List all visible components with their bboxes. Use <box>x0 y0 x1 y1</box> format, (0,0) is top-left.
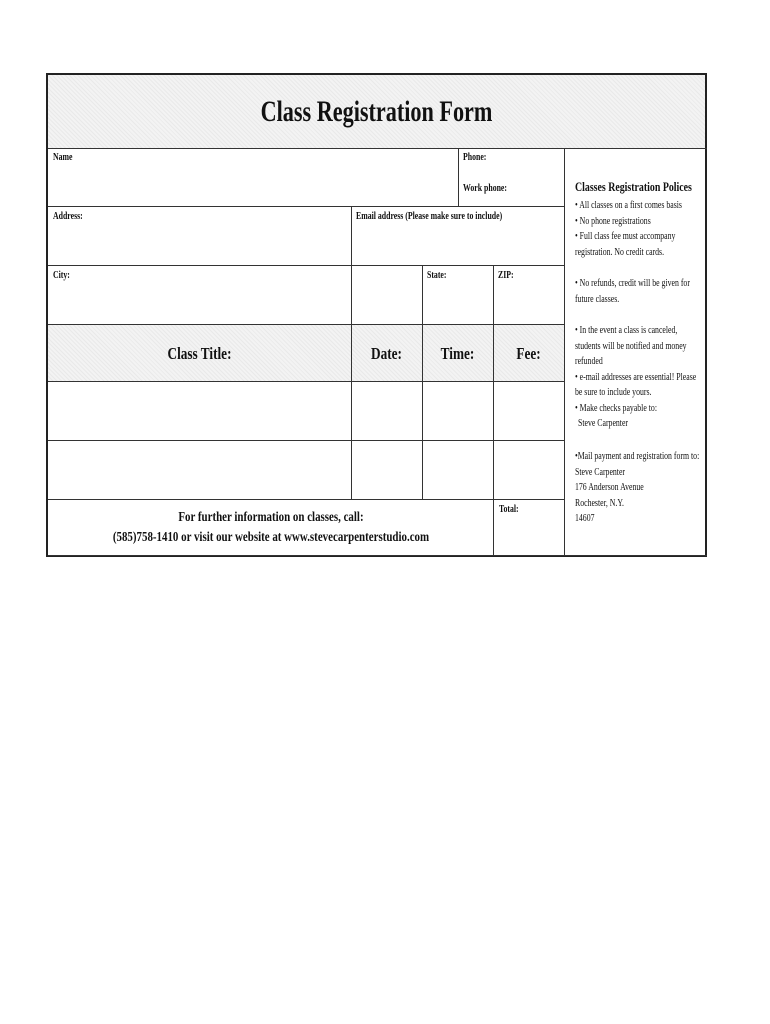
city-label: City: <box>53 270 70 281</box>
work-phone-label: Work phone: <box>463 183 507 194</box>
footer-line-2: (585)758-1410 or visit our website at www.stevecarpenterstudio.com <box>112 530 430 545</box>
divider <box>48 206 564 207</box>
divider <box>48 324 564 325</box>
address-label: Address: <box>53 211 83 222</box>
time-header: Time: <box>440 344 475 363</box>
policy-line: future classes. <box>575 293 620 305</box>
divider <box>48 148 707 149</box>
zip-label: ZIP: <box>498 270 514 281</box>
phone-label: Phone: <box>463 152 487 163</box>
class-title-header: Class Title: <box>167 344 232 363</box>
divider <box>351 206 352 499</box>
divider <box>422 265 423 499</box>
divider <box>493 265 494 556</box>
email-label: Email address (Please make sure to include) <box>356 211 503 222</box>
policy-line: • All classes on a first comes basis <box>575 200 682 211</box>
policy-line: students will be notified and money <box>575 340 687 352</box>
form-title: Class Registration Form <box>260 95 493 128</box>
policy-line: registration. No credit cards. <box>575 246 665 258</box>
policy-line: be sure to include yours. <box>575 387 652 398</box>
policy-line: Rochester, N.Y. <box>575 497 624 509</box>
policy-line: • No phone registrations <box>575 215 651 227</box>
divider <box>48 555 707 556</box>
divider <box>48 440 564 441</box>
policy-line: • Make checks payable to: <box>575 402 658 414</box>
name-label: Name <box>53 152 73 163</box>
divider <box>48 381 564 382</box>
policy-line: • In the event a class is canceled, <box>575 325 678 336</box>
divider <box>48 499 564 500</box>
policy-line: 176 Anderson Avenue <box>575 482 644 493</box>
divider <box>564 148 565 556</box>
footer-line-1: For further information on classes, call: <box>178 510 364 525</box>
policy-line: 14607 <box>575 513 595 524</box>
registration-form <box>46 73 707 557</box>
date-header: Date: <box>371 344 402 363</box>
policy-line: Steve Carpenter <box>578 418 629 429</box>
state-label: State: <box>427 270 447 281</box>
fee-header: Fee: <box>516 344 541 363</box>
policy-line: • e-mail addresses are essential! Please <box>575 371 697 383</box>
policies-title: Classes Registration Polices <box>575 179 692 194</box>
policy-line: Steve Carpenter <box>575 466 626 478</box>
policy-line: • Full class fee must accompany <box>575 231 676 242</box>
divider <box>458 148 459 206</box>
total-label: Total: <box>499 504 519 515</box>
policy-line: •Mail payment and registration form to: <box>575 451 700 462</box>
divider <box>48 265 564 266</box>
policy-line: • No refunds, credit will be given for <box>575 278 690 289</box>
policy-line: refunded <box>575 356 603 367</box>
